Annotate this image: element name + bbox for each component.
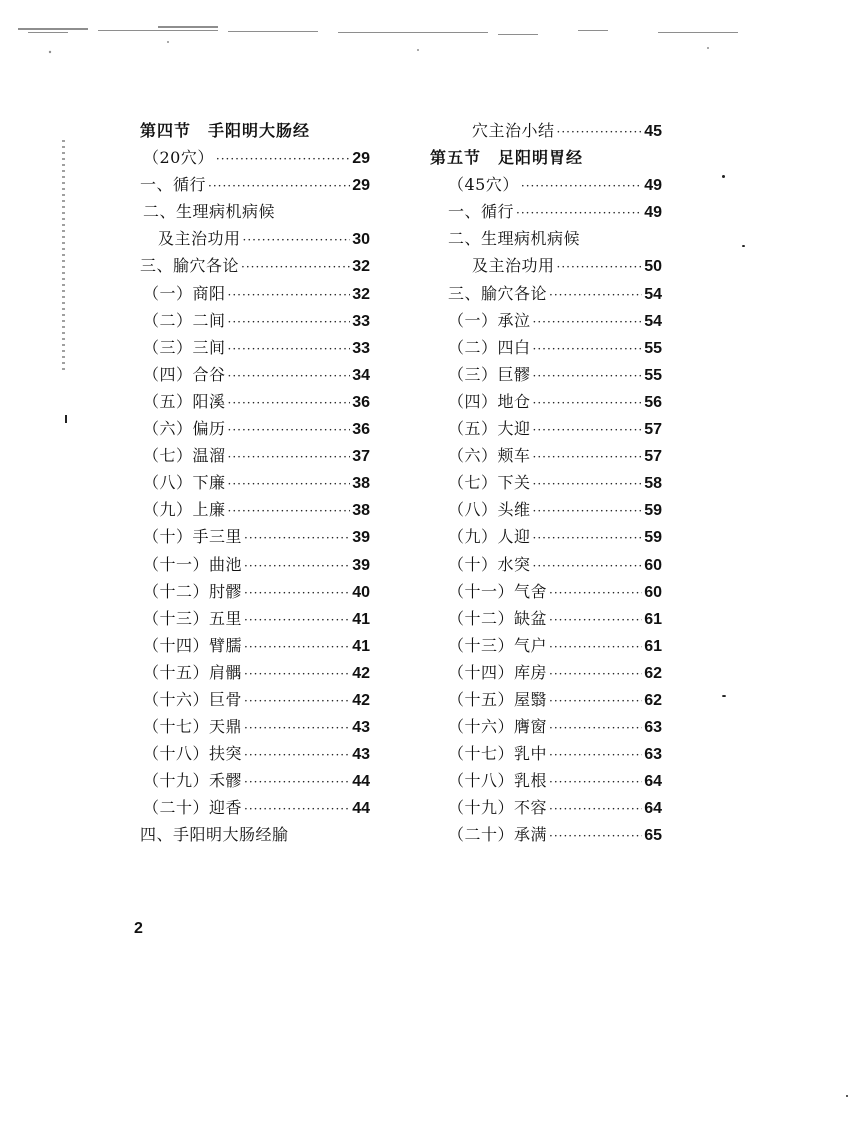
speck <box>65 415 67 423</box>
dot-leader <box>516 200 642 227</box>
toc-entry <box>430 252 662 279</box>
toc-entry-page: 64 <box>644 773 662 791</box>
dot-leader <box>549 823 642 850</box>
toc-entry <box>430 794 662 821</box>
toc-entry-label: （十七）乳中 <box>448 744 548 764</box>
toc-entry-page: 59 <box>644 502 662 520</box>
toc-entry-label: （十三）五里 <box>143 608 243 628</box>
toc-entry <box>140 388 370 415</box>
toc-entry-page: 45 <box>644 123 662 140</box>
toc-entry <box>140 225 370 252</box>
toc-entry-page: 62 <box>644 691 662 709</box>
toc-entry-label: （十七）天鼎 <box>143 717 243 737</box>
dot-leader <box>533 553 643 580</box>
toc-entry <box>430 280 662 307</box>
toc-entry-label: （十三）气户 <box>448 635 548 655</box>
toc-entry <box>140 415 370 442</box>
toc-entry-page: 29 <box>352 177 370 195</box>
toc-entry <box>430 117 662 144</box>
page-number: 2 <box>134 920 143 937</box>
dot-leader <box>244 607 350 634</box>
toc-entry <box>430 171 662 198</box>
toc-entry-label: （十五）屋翳 <box>448 689 548 709</box>
toc-entry-label: （十一）曲池 <box>143 554 243 574</box>
toc-entry-page: 57 <box>644 421 662 439</box>
toc-entry-page: 55 <box>644 366 662 384</box>
toc-entry <box>140 821 370 848</box>
toc-entry-label: （三）巨髎 <box>448 364 531 384</box>
toc-entry-label: （八）头维 <box>448 500 531 520</box>
dot-leader <box>549 796 642 823</box>
toc-entry-page: 49 <box>644 204 662 222</box>
toc-entry <box>430 496 662 523</box>
toc-entry-label: （十二）缺盆 <box>448 608 548 628</box>
dot-leader <box>244 769 350 796</box>
toc-entry-label: 穴主治小结 <box>472 121 555 140</box>
toc-entry-page: 60 <box>644 556 662 574</box>
toc-entry <box>140 117 370 144</box>
toc-entry <box>140 659 370 686</box>
toc-entry <box>140 144 370 171</box>
toc-entry <box>140 198 370 225</box>
toc-entry-page: 33 <box>352 312 370 330</box>
toc-entry-page: 42 <box>352 664 370 682</box>
toc-entry <box>430 578 662 605</box>
dot-leader <box>244 796 350 823</box>
toc-entry-label: 三、腧穴各论 <box>140 256 240 276</box>
dot-leader <box>549 715 642 742</box>
dot-leader <box>244 634 350 661</box>
speck <box>846 1095 848 1097</box>
toc-entry-label: （四）合谷 <box>143 364 226 384</box>
toc-entry <box>430 767 662 794</box>
toc-entry <box>140 307 370 334</box>
toc-entry <box>430 821 662 848</box>
toc-entry-label: （二）二间 <box>143 310 226 330</box>
toc-entry-label: （七）下关 <box>448 473 531 493</box>
dot-leader <box>228 309 351 336</box>
dot-leader <box>244 525 350 552</box>
toc-entry-label: （十四）库房 <box>448 662 548 682</box>
toc-entry <box>140 632 370 659</box>
toc-entry-page: 50 <box>644 258 662 276</box>
toc-entry-page: 54 <box>644 285 662 303</box>
toc-entry <box>140 794 370 821</box>
dot-leader <box>244 553 350 580</box>
dot-leader <box>244 580 350 607</box>
toc-entry <box>430 551 662 578</box>
toc-entry <box>140 740 370 767</box>
toc-entry <box>140 605 370 632</box>
toc-entry-page: 43 <box>352 746 370 764</box>
dot-leader <box>228 282 351 309</box>
toc-entry-label: （二）四白 <box>448 337 531 357</box>
toc-entry <box>430 144 662 171</box>
dot-leader <box>533 363 643 390</box>
toc-entry-label: （45穴） <box>448 175 519 195</box>
dot-leader <box>244 661 350 688</box>
toc-entry-page: 44 <box>352 800 370 818</box>
toc-entry-label: （十九）不容 <box>448 798 548 818</box>
toc-entry-label: 三、腧穴各论 <box>448 283 548 303</box>
toc-entry-page: 41 <box>352 637 370 655</box>
toc-entry <box>140 469 370 496</box>
toc-entry-label: （十）水突 <box>448 554 531 574</box>
dot-leader <box>549 688 642 715</box>
toc-entry-label: （二十）迎香 <box>143 798 243 818</box>
toc-entry-page: 63 <box>644 719 662 737</box>
toc-entry-label: （三）三间 <box>143 337 226 357</box>
toc-entry-label: （五）阳溪 <box>143 391 226 411</box>
toc-entry <box>430 334 662 361</box>
dot-leader <box>533 525 643 552</box>
dot-leader <box>549 634 642 661</box>
toc-entry-page: 33 <box>352 339 370 357</box>
toc-entry-label: （一）承泣 <box>448 310 531 330</box>
dot-leader <box>533 417 643 444</box>
toc-entry <box>430 686 662 713</box>
toc-entry-page: 55 <box>644 339 662 357</box>
toc-entry-label: （八）下廉 <box>143 473 226 493</box>
speck <box>742 245 745 247</box>
dot-leader <box>549 661 642 688</box>
toc-entry-label: （十八）扶突 <box>143 744 243 764</box>
toc-entry <box>430 198 662 225</box>
toc-left-column <box>140 117 370 849</box>
toc-entry-label: （十一）气舍 <box>448 581 548 601</box>
toc-entry <box>140 334 370 361</box>
dot-leader <box>557 254 643 281</box>
toc-entry-page: 65 <box>644 827 662 845</box>
toc-entry <box>430 469 662 496</box>
toc-entry-label: （十九）禾髎 <box>143 771 243 791</box>
dot-leader <box>244 715 350 742</box>
toc-entry-label: （十六）巨骨 <box>143 689 243 709</box>
toc-entry-label: 二、生理病机病候 <box>448 229 581 249</box>
toc-entry-label: （六）偏历 <box>143 419 226 439</box>
toc-entry-label: （20穴） <box>143 148 214 168</box>
toc-entry <box>140 686 370 713</box>
toc-entry-page: 60 <box>644 583 662 601</box>
toc-entry <box>430 225 662 252</box>
toc-entry-page: 36 <box>352 421 370 439</box>
toc-entry-label: （六）颊车 <box>448 446 531 466</box>
dot-leader <box>533 390 643 417</box>
toc-entry-page: 32 <box>352 285 370 303</box>
toc-entry-page: 39 <box>352 529 370 547</box>
toc-entry-page: 63 <box>644 746 662 764</box>
toc-entry <box>140 280 370 307</box>
dot-leader <box>228 444 351 471</box>
toc-entry <box>140 578 370 605</box>
dot-leader <box>243 227 351 254</box>
toc-entry-label: 二、生理病机病候 <box>143 202 276 222</box>
toc-entry-label: （十四）臂臑 <box>143 635 243 655</box>
toc-entry-label: （十）手三里 <box>143 527 243 547</box>
dot-leader <box>549 580 642 607</box>
toc-entry <box>430 605 662 632</box>
toc-entry-page: 43 <box>352 719 370 737</box>
dot-leader <box>533 444 643 471</box>
toc-entry-label: （二十）承满 <box>448 825 548 845</box>
dot-leader <box>228 498 351 525</box>
dot-leader <box>549 769 642 796</box>
toc-entry <box>140 767 370 794</box>
dot-leader <box>228 336 351 363</box>
toc-entry-page: 61 <box>644 637 662 655</box>
toc-entry-page: 58 <box>644 475 662 493</box>
toc-entry <box>430 307 662 334</box>
toc-entry-label: 一、循行 <box>140 175 207 195</box>
toc-entry-page: 61 <box>644 610 662 628</box>
toc-entry-page: 29 <box>352 150 370 168</box>
toc-entry-label: （九）上廉 <box>143 500 226 520</box>
toc-entry <box>430 740 662 767</box>
toc-entry-label: （七）温溜 <box>143 446 226 466</box>
dot-leader <box>228 363 351 390</box>
dot-leader <box>208 173 350 200</box>
dot-leader <box>228 390 351 417</box>
toc-entry-page: 39 <box>352 556 370 574</box>
toc-entry-page: 32 <box>352 258 370 276</box>
dot-leader <box>533 309 643 336</box>
dot-leader <box>521 173 642 200</box>
toc-entry-label: （四）地仓 <box>448 391 531 411</box>
toc-entry-page: 59 <box>644 529 662 547</box>
toc-entry-page: 44 <box>352 773 370 791</box>
toc-entry <box>140 361 370 388</box>
toc-entry-label: 及主治功用 <box>158 229 241 249</box>
toc-entry-label: （一）商阳 <box>143 283 226 303</box>
toc-entry-label: （十六）膺窗 <box>448 717 548 737</box>
dot-leader <box>557 119 643 146</box>
toc-entry-label: （十二）肘髎 <box>143 581 243 601</box>
toc-entry-label: 四、手阳明大肠经腧 <box>140 825 289 845</box>
toc-entry-page: 56 <box>644 393 662 411</box>
dot-leader <box>549 282 642 309</box>
dot-leader <box>533 471 643 498</box>
toc-entry <box>140 713 370 740</box>
toc-entry-label: （十八）乳根 <box>448 771 548 791</box>
toc-entry <box>430 361 662 388</box>
toc-entry <box>430 388 662 415</box>
toc-entry-page: 36 <box>352 393 370 411</box>
toc-entry-label: （五）大迎 <box>448 419 531 439</box>
toc-entry-label: （十五）肩髃 <box>143 662 243 682</box>
toc-entry-page: 54 <box>644 312 662 330</box>
dot-leader <box>241 254 350 281</box>
toc-entry-page: 40 <box>352 583 370 601</box>
dot-leader <box>549 742 642 769</box>
scan-noise <box>18 22 758 62</box>
dot-leader <box>244 742 350 769</box>
speck <box>722 695 726 697</box>
toc-entry-page: 37 <box>352 448 370 466</box>
toc-right-column <box>430 117 662 849</box>
toc-entry <box>140 496 370 523</box>
toc-entry <box>140 252 370 279</box>
toc-entry-label: 一、循行 <box>448 202 515 222</box>
toc-entry-label: （九）人迎 <box>448 527 531 547</box>
dot-leader <box>216 146 350 173</box>
toc-entry-page: 62 <box>644 664 662 682</box>
dot-leader <box>533 498 643 525</box>
toc-entry-page: 38 <box>352 475 370 493</box>
toc-entry-label: 及主治功用 <box>472 256 555 276</box>
binding-marks <box>62 140 65 370</box>
dot-leader <box>228 471 351 498</box>
toc-entry <box>430 659 662 686</box>
toc-entry-page: 38 <box>352 502 370 520</box>
dot-leader <box>228 417 351 444</box>
toc-entry <box>140 442 370 469</box>
toc-entry-page: 57 <box>644 448 662 466</box>
toc-entry <box>140 551 370 578</box>
toc-entry <box>430 523 662 550</box>
toc-entry-page: 49 <box>644 177 662 195</box>
toc-entry <box>140 171 370 198</box>
toc-entry-page: 30 <box>352 231 370 249</box>
toc-entry-page: 41 <box>352 610 370 628</box>
toc-entry <box>430 632 662 659</box>
toc-entry-label: 第五节 足阳明胃经 <box>430 148 584 168</box>
toc-entry-page: 34 <box>352 366 370 384</box>
dot-leader <box>549 607 642 634</box>
toc-entry-page: 42 <box>352 691 370 709</box>
dot-leader <box>533 336 643 363</box>
toc-entry-page: 64 <box>644 800 662 818</box>
dot-leader <box>244 688 350 715</box>
toc-entry <box>140 523 370 550</box>
toc-entry <box>430 713 662 740</box>
toc-entry <box>430 442 662 469</box>
speck <box>722 175 725 178</box>
toc-entry-label: 第四节 手阳明大肠经 <box>140 121 311 140</box>
toc-entry <box>430 415 662 442</box>
